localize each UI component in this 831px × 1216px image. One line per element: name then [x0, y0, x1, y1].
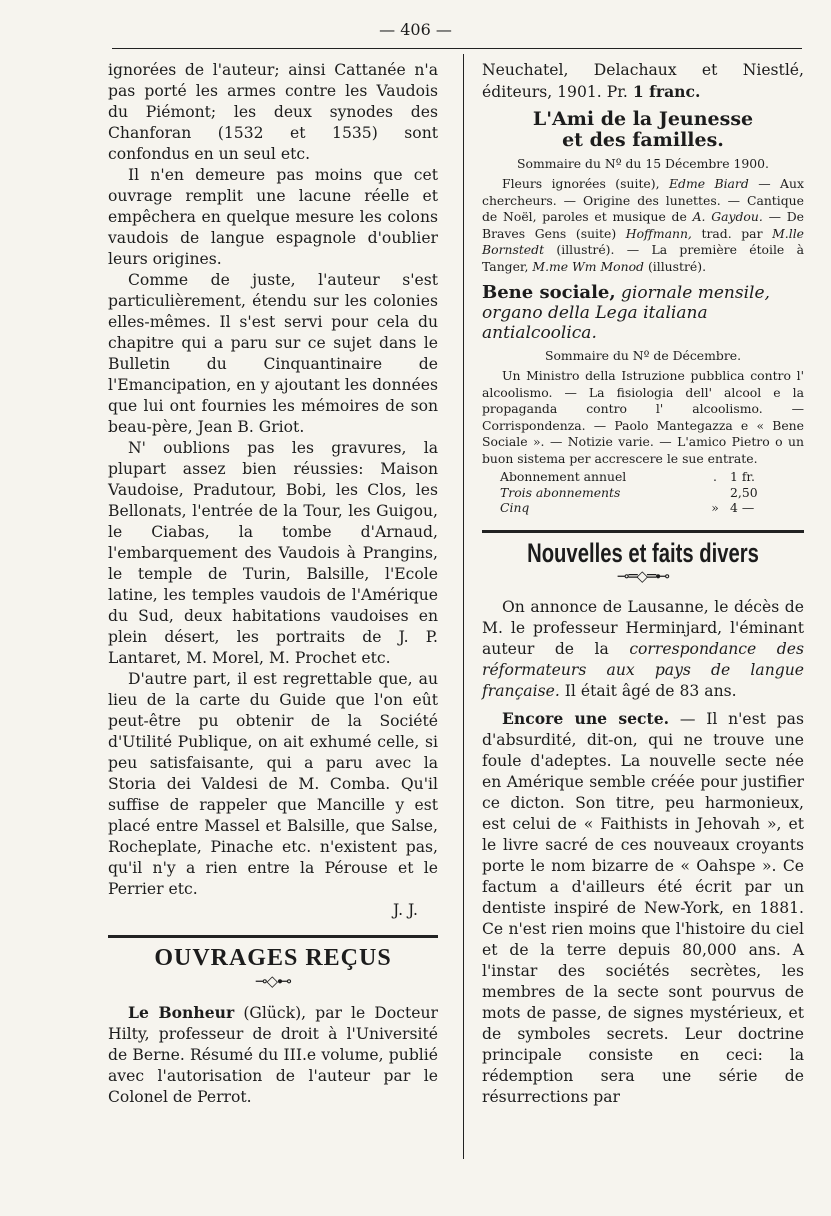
book-entry	[108, 1002, 438, 1108]
author: M.lle Bornstedt	[482, 225, 804, 257]
ami-title-line-2: et des familles.	[562, 129, 724, 151]
price-value: 2,50	[730, 484, 758, 500]
ami-summary: Sommaire du Nº du 15 Décembre 1900.	[517, 156, 769, 171]
text: Il était âgé de 83 ans.	[564, 681, 737, 700]
news-item	[482, 708, 804, 1108]
news-text: — Il n'est pas d'absurdité, dit-on, qui ne trouve une foule d'adeptes. La nouvelle secte née en Amérique semble créée pour justifier ce dicton. Son titre, peu harmonieux, est celui de « Faithists in Jehovah », et le livre sacré de ces nouveaux croyants porte le nom bizarre de « Oahspe ». Ce factum a d'ailleurs été écrit par un dentiste inspiré de New-York, en 1881. Ce n'est rien moins que l'histoire du ciel et de la terre depuis 80,000 ans. A l'instar des sociétés secrètes, les membres de la secte sont pourvus de mots de passe, de signes mystérieux, et de symboles secrets. Leur doctrine principale consiste en ceci: la rédemption sera une série de résurrections par	[482, 709, 804, 1106]
bene-title: Bene sociale,	[482, 282, 616, 303]
ami-title-line-1: L'Ami de la Jeunesse	[532, 108, 754, 130]
paragraph	[482, 60, 804, 103]
price: 1 franc.	[632, 82, 701, 101]
author: A. Gaydou.	[692, 209, 763, 224]
work-title: correspondance des réformateurs aux pays de langue française.	[482, 639, 804, 700]
price-dot: »	[711, 500, 719, 515]
price-label: Cinq	[500, 500, 530, 515]
text: trad. par	[701, 225, 763, 241]
price-label: Trois abonnements	[500, 484, 621, 500]
left-column	[108, 60, 438, 1108]
text: (illustré). — La première étoile à Tanger,	[482, 242, 804, 274]
text: Fleurs ignorées (suite),	[502, 176, 660, 191]
text: (illustré).	[647, 258, 707, 274]
bene-contents: Un Ministro della Istruzione pubblica contro l' alcoolismo. — La fisiologia dell' alcool e la propaganda contro l' alcoolismo. — Corrispondenza. — Paolo Mantegazza e « Bene Sociale ». — Notizie varie. — L'amico Pietro o un buon sistema per accrescere le sue entrate.	[482, 368, 804, 466]
page-number: — 406 —	[379, 20, 452, 39]
section-title-ouvrages: OUVRAGES REÇUS	[154, 945, 392, 971]
ami-contents	[482, 176, 804, 275]
price-row	[482, 469, 804, 485]
ornament: ⊸═◇═⊷	[616, 566, 670, 585]
paragraph: Il n'en demeure pas moins que cet ouvrage remplit une lacune réelle et empêchera en quelque mesure les colons vaudois de langue espagnole d'oublier leurs origines.	[108, 166, 438, 268]
price-list	[482, 469, 804, 516]
text: On annonce de Lausanne, le décès de M. le professeur Herminjard, l'éminant auteur de la	[482, 597, 804, 658]
paragraph: D'autre part, il est regrettable que, au lieu de la carte du Guide que l'on eût peut-être pu obtenir de la Société d'Utilité Publique, on ait exhumé celle, si peu satisfaisante, qui a paru avec la Storia dei Valdesi de M. Comba. Qu'il suffise de rappeler que Mancille y est placé entre Massel et Balsille, que Salse, Rocheplate, Pinache etc. n'existent pas, qu'il n'y a rien entre la Pérouse et le Perrier etc.	[108, 670, 438, 898]
paragraph: ignorées de l'auteur; ainsi Cattanée n'a pas porté les armes contre les Vaudois du Piémont; les deux synodes des Chanforan (1532 et 1535) sont confondus en un seul etc.	[108, 61, 438, 163]
price-value: 4 —	[730, 500, 755, 515]
ami-title	[482, 109, 804, 151]
price-dot	[700, 485, 730, 501]
author: M.me Wm Monod	[532, 258, 644, 274]
bene-summary: Sommaire du Nº de Décembre.	[544, 348, 742, 363]
section-rule	[482, 530, 804, 533]
author: Edme Biard	[668, 176, 749, 191]
section-rule	[108, 935, 438, 938]
news-title: Encore une secte.	[502, 708, 670, 728]
signature: J. J.	[393, 901, 418, 919]
bene-heading	[482, 283, 804, 343]
book-description: (Glück), par le Docteur Hilty, professeur de droit à l'Université de Berne. Résumé du III.e volume, publié avec l'autorisation de l'auteur par le Colonel de Perrot.	[108, 1004, 438, 1106]
publisher-text: Neuchatel, Delachaux et Niestlé, éditeurs, 1901. Pr.	[482, 61, 804, 101]
price-row	[482, 485, 804, 501]
bene-subtitle: giornale mensile, organo della Lega italiana antialcoolica.	[482, 283, 770, 343]
ornament: ⊸◇⊷	[254, 972, 292, 990]
price-dot: .	[713, 469, 717, 484]
news-item	[482, 597, 804, 702]
paragraph: N' oublions pas les gravures, la plupart assez bien réussies: Maison Vaudoise, Pradutour, Bobi, les Clos, les Bellonats, l'entrée de la Tour, les Guigou, le Ciabas, la tombe d'Arnaud, l'embarquement des Vaudois à Prangins, le temple de Turin, Balsille, l'Ecole latine, les temples vaudois de l'Amérique du Sud, deux habitations vaudoises en plein désert, les portraits de J. P. Lantaret, M. Morel, M. Prochet etc.	[108, 439, 438, 667]
price-value: 1 fr.	[730, 469, 755, 484]
right-column	[482, 60, 804, 1108]
price-label: Abonnement annuel	[500, 469, 627, 484]
text: — De Braves Gens (suite)	[482, 209, 804, 241]
paragraph: Comme de juste, l'auteur s'est particulièrement, étendu sur les colonies elles-mêmes. Il s'est servi pour cela du chapitre qui a paru sur ce sujet dans le Bulletin du Cinquantinaire de l'Emancipation, en y ajoutant les données que lui ont fournies les mémoires de son beau-père, Jean B. Griot.	[108, 271, 438, 436]
book-title: Le Bonheur	[128, 1003, 235, 1022]
price-row	[482, 500, 804, 516]
section-title-nouvelles: Nouvelles et faits divers	[527, 537, 759, 568]
author: Hoffmann,	[625, 225, 692, 241]
header-rule	[112, 48, 802, 49]
text: — Aux chercheurs. — Origine des lunettes. — Cantique de Noël, paroles et musique de	[482, 176, 804, 224]
column-divider	[463, 54, 464, 1159]
